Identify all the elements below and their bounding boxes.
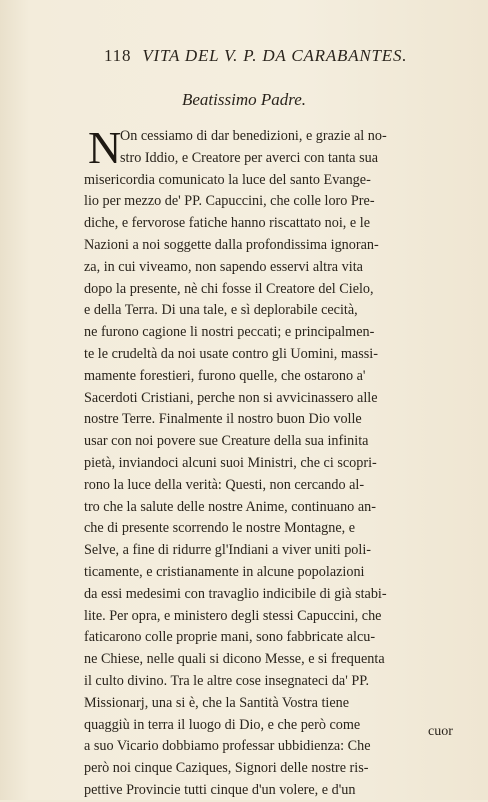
text-line: lio per mezzo de' PP. Capuccini, che colle loro Pre- — [84, 193, 375, 210]
page-number: 118 — [104, 46, 132, 65]
text-line: ticamente, e cristianamente in alcune popolazioni — [84, 563, 365, 580]
text-line: da essi medesimi con travaglio indicibile di già stabi- — [84, 585, 387, 602]
text-line: mamente forestieri, furono quelle, che ostarono a' — [84, 367, 366, 384]
letter-body — [84, 122, 480, 802]
text-line: On cessiamo di dar benedizioni, e grazie al no- — [120, 128, 387, 144]
text-line: dopo la presente, nè chi fosse il Creatore del Cielo, — [84, 280, 374, 297]
text-line: però noi cinque Caziques, Signori delle nostre ris- — [84, 760, 369, 777]
running-header — [104, 46, 474, 66]
text-line: ne Chiese, nelle quali si dicono Messe, e si frequenta — [84, 651, 385, 668]
text-line: stro Iddio, e Creatore per averci con tanta sua — [120, 149, 379, 166]
text-line: pietà, inviandoci alcuni suoi Ministri, che ci scopri- — [84, 454, 377, 471]
salutation-heading: Beatissimo Padre. — [181, 90, 307, 109]
text-line: quaggiù in terra il luogo di Dio, e che però come — [84, 716, 361, 733]
text-line: Sacerdoti Cristiani, perche non si avvicinassero alle — [84, 389, 378, 406]
text-line: lite. Per opra, e ministero degli stessi Capuccini, che — [84, 607, 382, 624]
text-line: misericordia comunicato la luce del santo Evange- — [84, 171, 371, 188]
text-line: tro che la salute delle nostre Anime, continuano an- — [84, 498, 376, 515]
text-line: ne furono cagione li nostri peccati; e principalmen- — [84, 324, 375, 341]
text-line: e della Terra. Di una tale, e sì deplorabile cecità, — [84, 302, 358, 319]
text-line: Selve, a fine di ridurre gl'Indiani a viver uniti poli- — [84, 542, 372, 559]
text-line: usar con noi povere sue Creature della sua infinita — [84, 433, 369, 450]
text-line: Missionarj, una si è, che la Santità Vostra tiene — [84, 694, 350, 711]
text-line: rono la luce della verità: Questi, non cercando al- — [84, 476, 365, 493]
text-line: te le crudeltà da noi usate contro gli Uomini, massi- — [84, 345, 378, 362]
text-line: diche, e fervorose fatiche hanno riscattato noi, e le — [84, 215, 370, 232]
text-line: faticarono colle proprie mani, sono fabbricate alcu- — [84, 629, 376, 646]
text-line: che di presente scorrendo le nostre Montagne, e — [84, 520, 356, 537]
text-line: nostre Terre. Finalmente il nostro buon Dio volle — [84, 411, 362, 428]
running-title: VITA DEL V. P. DA CARABANTES. — [142, 46, 408, 65]
text-line: Nazioni a noi soggette dalla profondissima ignoran- — [84, 236, 379, 253]
drop-cap-initial: N — [88, 122, 122, 173]
text-line: a suo Vicario dobbiamo professar ubbidienza: Che — [84, 738, 371, 755]
text-line: za, in cui viveamo, non sapendo esservi altra vita — [84, 258, 363, 275]
catchword: cuor — [428, 724, 453, 739]
text-line: il culto divino. Tra le altre cose insegnateci da' PP. — [84, 672, 370, 689]
text-line: pettive Provincie tutti cinque d'un volere, e d'un — [84, 781, 356, 798]
